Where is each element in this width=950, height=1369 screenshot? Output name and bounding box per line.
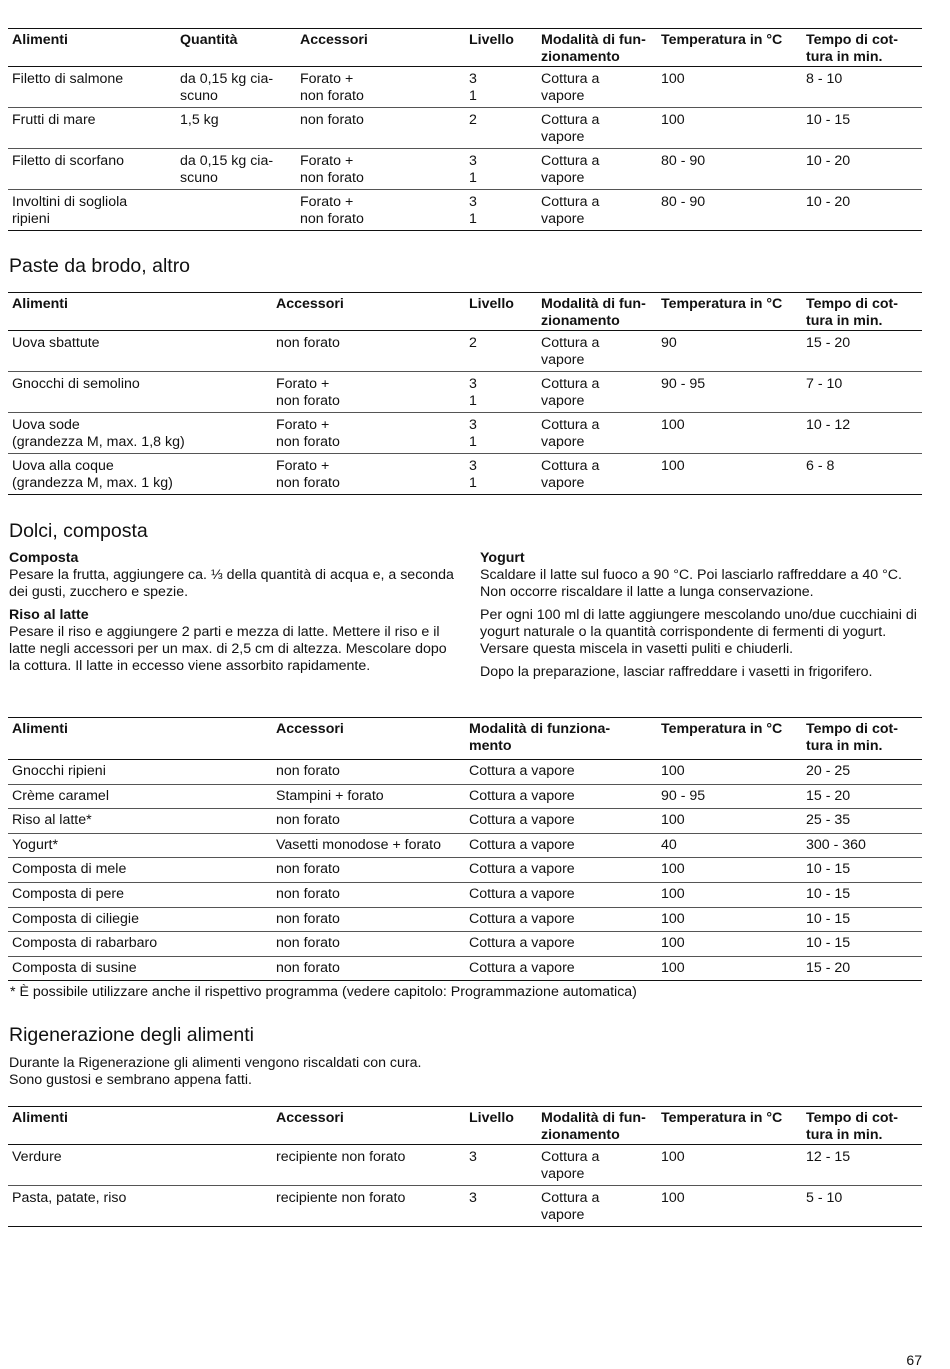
table-cell: 3 1	[469, 417, 477, 450]
table-row	[8, 833, 922, 858]
table-header-row	[8, 29, 922, 67]
paragraph-yogurt-3: Dopo la preparazione, lasciar raffreddare i vasetti in frigorifero.	[480, 664, 873, 680]
table-cell: 10 - 15	[806, 112, 851, 128]
table-cell: 10 - 15	[806, 935, 851, 952]
table-cell: recipiente non forato	[276, 1190, 406, 1206]
table-cell: Cottura a vapore	[469, 885, 575, 902]
table-cell: Forato + non forato	[300, 153, 364, 186]
table-cell: Verdure	[12, 1149, 62, 1165]
column-header: Modalità di funziona- mento	[469, 721, 611, 754]
table-cell: 10 - 20	[806, 194, 851, 210]
table-cell: Forato + non forato	[276, 417, 340, 450]
table-cell: Cottura a vapore	[469, 836, 575, 853]
column-header: Quantità	[180, 32, 238, 48]
table-cell: Cottura a vapore	[541, 1149, 600, 1182]
table-cell: recipiente non forato	[276, 1149, 406, 1165]
table-row	[8, 149, 922, 190]
table-cell: Cottura a vapore	[469, 861, 575, 878]
table-cell: 3 1	[469, 458, 477, 491]
table-cell: Frutti di mare	[12, 112, 96, 128]
table-cell: Forato + non forato	[300, 71, 364, 104]
table-cell: non forato	[276, 763, 340, 779]
table-cell: Cottura a vapore	[469, 935, 575, 952]
table-cell: 10 - 20	[806, 153, 851, 169]
table-cell: Cottura a vapore	[469, 812, 575, 829]
table-cell: 100	[661, 71, 685, 87]
fish-table	[8, 28, 922, 231]
dolci-table	[8, 717, 922, 981]
table-row	[8, 108, 922, 149]
column-header: Alimenti	[12, 32, 68, 48]
table-cell: Cottura a vapore	[541, 1190, 600, 1223]
table-row	[8, 784, 922, 809]
table-cell: Composta di susine	[12, 959, 137, 976]
table-cell: 15 - 20	[806, 335, 851, 351]
column-header: Accessori	[300, 32, 368, 48]
column-header: Alimenti	[12, 296, 68, 312]
column-header: Tempo di cot- tura in min.	[806, 32, 898, 65]
table-cell: Composta di pere	[12, 885, 124, 902]
table-cell: Involtini di sogliola ripieni	[12, 194, 128, 227]
column-header: Temperatura in °C	[661, 32, 783, 48]
table-cell: Filetto di salmone	[12, 71, 124, 87]
table-cell: 6 - 8	[806, 458, 835, 474]
table-row	[8, 372, 922, 413]
table-cell: Cottura a vapore	[541, 112, 600, 145]
table-cell: Uova alla coque (grandezza M, max. 1 kg)	[12, 458, 173, 491]
table-row	[8, 760, 922, 785]
section-title-dolci: Dolci, composta	[9, 520, 148, 542]
table-cell: Filetto di scorfano	[12, 153, 124, 169]
table-cell: non forato	[276, 861, 340, 878]
table-cell: non forato	[276, 959, 340, 976]
table-cell: Composta di rabarbaro	[12, 935, 158, 952]
table-row	[8, 413, 922, 454]
column-header: Modalità di fun- zionamento	[541, 1110, 646, 1143]
table-cell: 90 - 95	[661, 787, 706, 804]
column-header: Tempo di cot- tura in min.	[806, 721, 898, 754]
table-header-row	[8, 718, 922, 760]
column-header: Modalità di fun- zionamento	[541, 296, 646, 329]
table-row	[8, 882, 922, 907]
table-cell: 3 1	[469, 376, 477, 409]
table-cell: 100	[661, 1190, 685, 1206]
table-cell: 100	[661, 1149, 685, 1165]
table-row	[8, 858, 922, 883]
table-cell: 1,5 kg	[180, 112, 219, 128]
table-cell: Cottura a vapore	[541, 194, 600, 227]
subheading-yogurt: Yogurt	[480, 550, 525, 566]
column-header: Accessori	[276, 721, 344, 737]
column-header: Tempo di cot- tura in min.	[806, 296, 898, 329]
subheading-riso: Riso al latte	[9, 607, 89, 623]
table-row	[8, 932, 922, 957]
table-cell: 3 1	[469, 71, 477, 104]
column-header: Temperatura in °C	[661, 1110, 783, 1126]
paragraph-yogurt-1: Scaldare il latte sul fuoco a 90 °C. Poi lasciarlo raffreddare a 40 °C. Non occorre riscaldare il latte a lunga conservazione.	[480, 567, 902, 600]
table-cell: 2	[469, 335, 477, 351]
column-header: Temperatura in °C	[661, 296, 783, 312]
table-cell: Cottura a vapore	[469, 910, 575, 927]
table-cell: Cottura a vapore	[541, 376, 600, 409]
table-cell: 90	[661, 335, 677, 351]
table-cell: 100	[661, 910, 685, 927]
table-cell: Cottura a vapore	[541, 153, 600, 186]
table-cell: 25 - 35	[806, 812, 851, 829]
column-header: Accessori	[276, 1110, 344, 1126]
table-cell: 3 1	[469, 194, 477, 227]
table-cell: Cottura a vapore	[541, 335, 600, 368]
table-cell: 3 1	[469, 153, 477, 186]
paragraph-rigenerazione: Durante la Rigenerazione gli alimenti vengono riscaldati con cura. Sono gustosi e sembrano appena fatti.	[9, 1055, 422, 1088]
table-cell: Cottura a vapore	[541, 71, 600, 104]
table-cell: 10 - 15	[806, 885, 851, 902]
table-cell: Yogurt*	[12, 836, 59, 853]
table-cell: Vasetti monodose + forato	[276, 836, 441, 853]
table-row	[8, 907, 922, 932]
column-header: Alimenti	[12, 721, 68, 737]
table-cell: 100	[661, 763, 685, 779]
table-cell: 10 - 15	[806, 910, 851, 927]
table-cell: 100	[661, 458, 685, 474]
table-cell: 3	[469, 1149, 477, 1165]
table-cell: Gnocchi ripieni	[12, 763, 106, 779]
table-cell: non forato	[276, 935, 340, 952]
table-cell: 10 - 12	[806, 417, 851, 433]
column-header: Modalità di fun- zionamento	[541, 32, 646, 65]
column-header: Accessori	[276, 296, 344, 312]
table-row	[8, 67, 922, 108]
table-cell: non forato	[300, 112, 364, 128]
table-cell: 300 - 360	[806, 836, 866, 853]
paragraph-yogurt-2: Per ogni 100 ml di latte aggiungere mescolando uno/due cucchiaini di yogurt naturale o la quantità corrispondente di fermenti di yogurt. Versare questa miscela in vasetti puliti e chiuderli.	[480, 607, 917, 657]
table-header-row	[8, 293, 922, 331]
table-cell: Crème caramel	[12, 787, 109, 804]
table-cell: Stampini + forato	[276, 787, 384, 804]
column-header: Temperatura in °C	[661, 721, 783, 737]
table-cell: da 0,15 kg cia- scuno	[180, 153, 274, 186]
table-cell: Composta di mele	[12, 861, 127, 878]
table-cell: Cottura a vapore	[469, 787, 575, 804]
table-cell: 10 - 15	[806, 861, 851, 878]
rigen-table	[8, 1106, 922, 1227]
dolci-left-text	[9, 550, 457, 681]
table-cell: 7 - 10	[806, 376, 843, 392]
table-cell: 5 - 10	[806, 1190, 843, 1206]
table-cell: Riso al latte*	[12, 812, 92, 829]
table-row	[8, 190, 922, 231]
table-cell: 100	[661, 935, 685, 952]
dolci-right-text	[480, 550, 925, 687]
table-cell: Composta di ciliegie	[12, 910, 139, 927]
table-row	[8, 454, 922, 495]
table-cell: 100	[661, 861, 685, 878]
table-cell: 15 - 20	[806, 959, 851, 976]
table-header-row	[8, 1107, 922, 1145]
table-cell	[176, 190, 296, 231]
table-cell: Cottura a vapore	[469, 763, 575, 779]
table-cell: 100	[661, 417, 685, 433]
table-cell: Cottura a vapore	[541, 417, 600, 450]
table-cell: Cottura a vapore	[541, 458, 600, 491]
table-cell: Pasta, patate, riso	[12, 1190, 127, 1206]
subheading-composta: Composta	[9, 550, 79, 566]
table-cell: 8 - 10	[806, 71, 843, 87]
table-cell: 90 - 95	[661, 376, 706, 392]
section-title-rigenerazione: Rigenerazione degli alimenti	[9, 1024, 254, 1046]
table-row	[8, 809, 922, 834]
table-cell: 80 - 90	[661, 153, 706, 169]
table-cell: 15 - 20	[806, 787, 851, 804]
table-cell: 12 - 15	[806, 1149, 851, 1165]
table-cell: non forato	[276, 335, 340, 351]
table-cell: 100	[661, 959, 685, 976]
table-cell: Forato + non forato	[276, 376, 340, 409]
table-cell: 100	[661, 112, 685, 128]
column-header: Tempo di cot- tura in min.	[806, 1110, 898, 1143]
table-cell: 100	[661, 885, 685, 902]
page-number: 67	[906, 1352, 922, 1368]
table-cell: Forato + non forato	[300, 194, 364, 227]
table-row	[8, 956, 922, 981]
table-cell: 20 - 25	[806, 763, 851, 779]
table-cell: 80 - 90	[661, 194, 706, 210]
paste-table	[8, 292, 922, 495]
table-cell: non forato	[276, 885, 340, 902]
table-row	[8, 331, 922, 372]
table-cell: Gnocchi di semolino	[12, 376, 140, 392]
column-header: Livello	[469, 32, 514, 48]
table-cell: da 0,15 kg cia- scuno	[180, 71, 274, 104]
table-cell: Cottura a vapore	[469, 959, 575, 976]
column-header: Alimenti	[12, 1110, 68, 1126]
table-cell: 100	[661, 812, 685, 829]
section-title-paste: Paste da brodo, altro	[9, 255, 191, 277]
footnote: * È possibile utilizzare anche il rispettivo programma (vedere capitolo: Programmazione automatica)	[10, 984, 637, 1000]
table-cell: Uova sbattute	[12, 335, 100, 351]
table-cell: 40	[661, 836, 677, 853]
paragraph-riso: Pesare il riso e aggiungere 2 parti e mezza di latte. Mettere il riso e il latte negli accessori per un max. di 2,5 cm di altezza. Mescolare dopo la cottura. Il latte in eccesso viene assorbito rapidamente.	[9, 624, 447, 674]
paragraph-composta: Pesare la frutta, aggiungere ca. ⅓ della quantità di acqua e, a seconda dei gusti, zucchero e spezie.	[9, 567, 454, 600]
table-row	[8, 1186, 922, 1227]
table-cell: 3	[469, 1190, 477, 1206]
table-row	[8, 1145, 922, 1186]
table-cell: non forato	[276, 910, 340, 927]
column-header: Livello	[469, 1110, 514, 1126]
table-cell: 2	[469, 112, 477, 128]
table-cell: Forato + non forato	[276, 458, 340, 491]
table-cell: Uova sode (grandezza M, max. 1,8 kg)	[12, 417, 185, 450]
column-header: Livello	[469, 296, 514, 312]
table-cell: non forato	[276, 812, 340, 829]
